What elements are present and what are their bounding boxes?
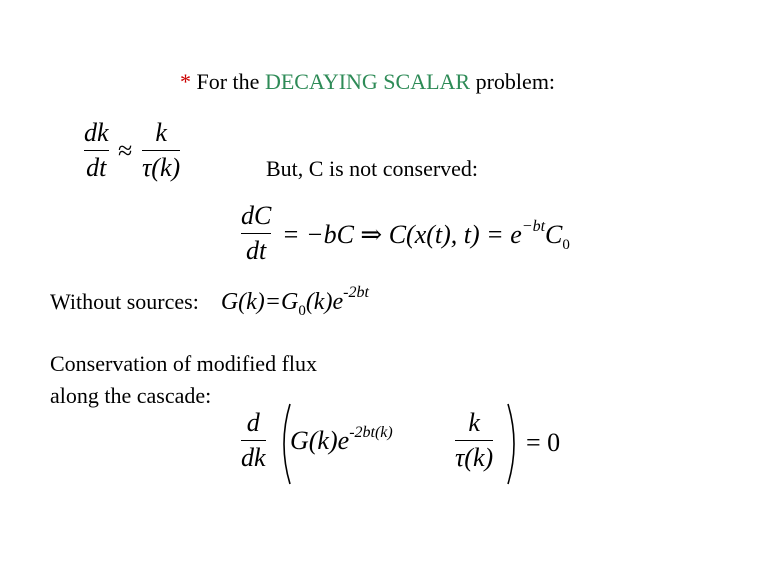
without-sources-formula: $G(k)=G_0(k)e^{-2bt}$ (220, 284, 369, 319)
eq1-rhs-den: τ(k) (142, 153, 181, 183)
eq3-d-num: d (246, 408, 260, 437)
heading-prefix: For the (191, 69, 265, 94)
eq3-d-bar (241, 440, 266, 441)
eq2-lhs-den: dt (246, 236, 267, 266)
eq3-inner-exp: -2bt(k) (349, 424, 393, 441)
eq2-rhs-tail-sub: 0 (562, 237, 570, 253)
eq3-d-den: dk (241, 443, 266, 473)
eq1-lhs-bar (84, 150, 109, 151)
eq2-rhs (282, 218, 570, 253)
heading-asterisk: * (180, 69, 191, 94)
eq2-lhs-num: dC (241, 201, 272, 230)
eq1-lhs-fraction (84, 120, 109, 181)
slide-heading (180, 71, 555, 93)
eq3-inner (290, 424, 393, 455)
conservation-line-2: along the cascade: (50, 383, 212, 408)
heading-suffix: problem: (470, 69, 556, 94)
not-conserved-text: But, C is not conserved: (266, 156, 479, 181)
eq1-rhs-bar (142, 150, 180, 151)
heading-highlight: DECAYING SCALAR (264, 69, 471, 94)
eq1-lhs-num: dk (84, 118, 109, 147)
eq3-k-num: k (468, 408, 480, 437)
conservation-line-1: Conservation of modified flux (50, 351, 318, 376)
eq2-lhs-bar (241, 233, 271, 234)
eq1-rhs-num: k (155, 118, 167, 147)
eq1-relation: ≈ (118, 136, 133, 165)
eq3-k-den: τ(k) (455, 443, 494, 473)
eq3-rhs: = 0 (526, 428, 561, 457)
without-sources-label: Without sources: (50, 289, 199, 314)
eq3-k-fraction (455, 410, 493, 471)
without-sources-line (50, 284, 369, 319)
eq3-k-bar (455, 440, 493, 441)
eq2-rhs-main: = −bC ⇒ C(x(t), t) = e (282, 220, 522, 249)
eq1-lhs-den: dt (86, 153, 107, 183)
eq1-rhs-fraction (142, 120, 180, 181)
eq3-inner-left: G(k)e (290, 426, 350, 455)
eq3-right-paren (506, 402, 522, 486)
eq2-rhs-exp: −bt (521, 218, 546, 235)
eq3-d-fraction (241, 410, 266, 471)
eq2-lhs-fraction (241, 203, 271, 264)
eq2-rhs-tail: C (545, 220, 563, 249)
